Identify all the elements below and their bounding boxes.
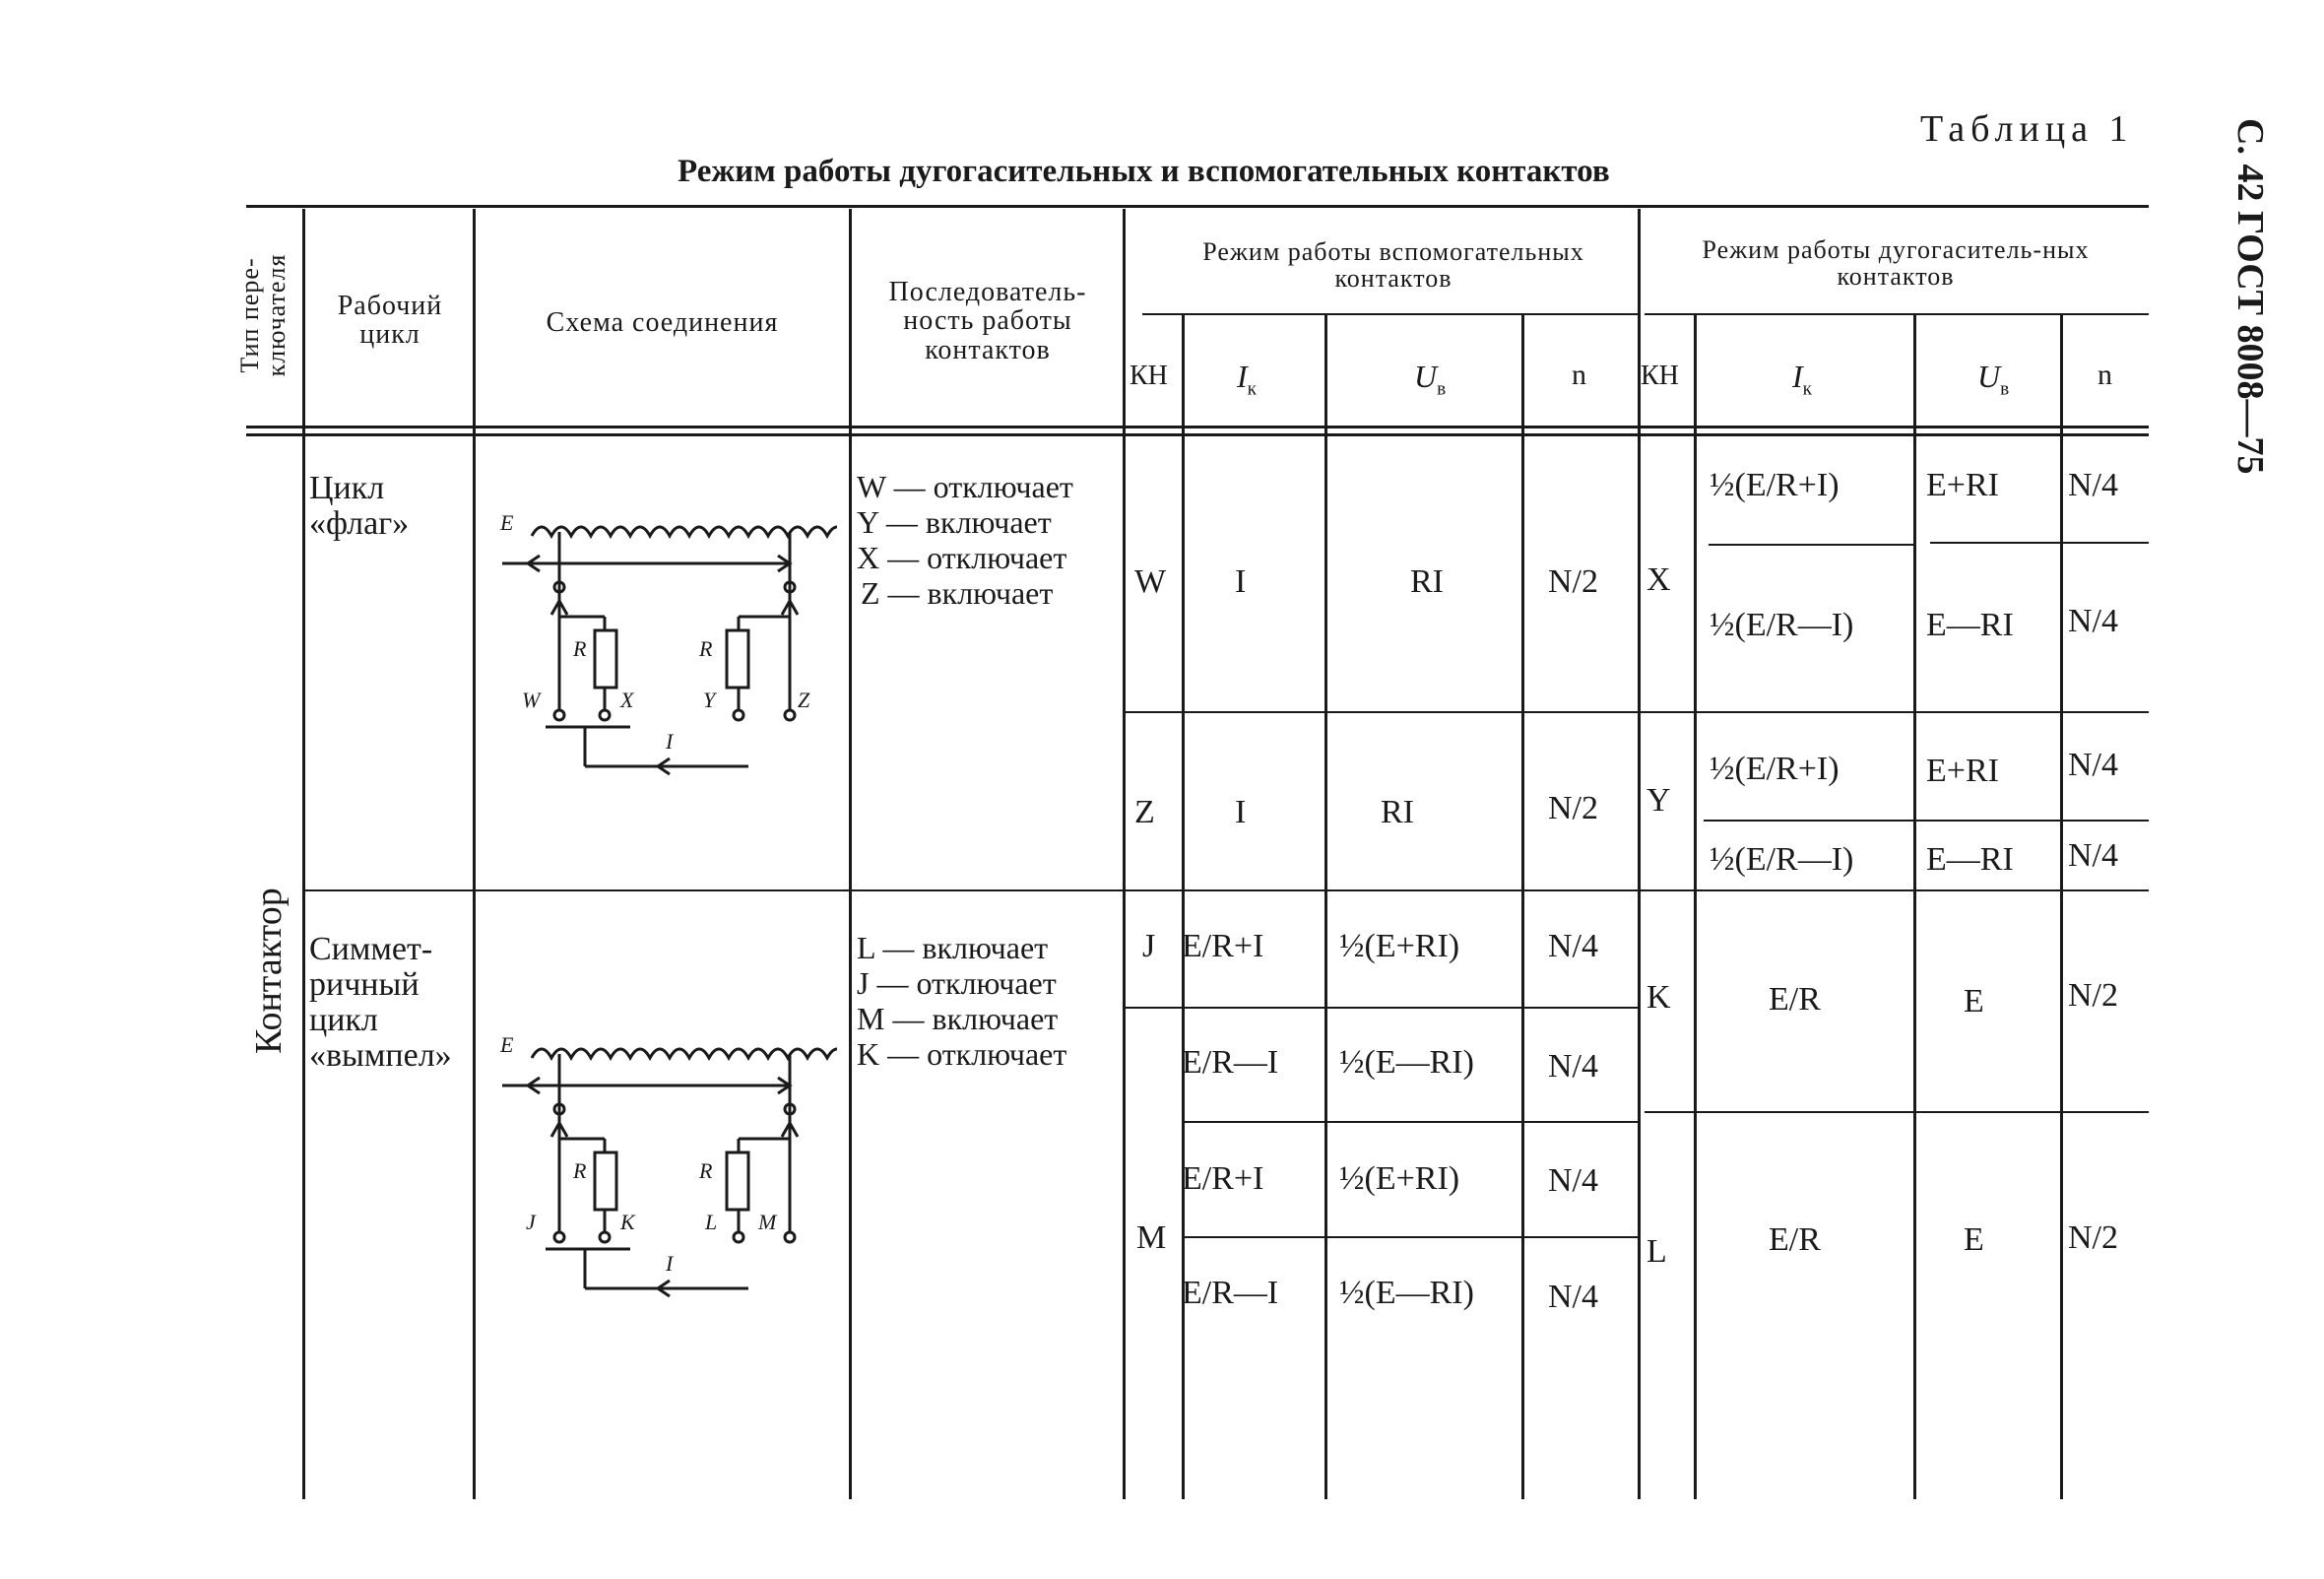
col-line [1638, 209, 1641, 1499]
aux-ik: E/R+I [1182, 1160, 1264, 1197]
col-line [1913, 315, 1916, 1499]
uv-symbol: U [1414, 359, 1438, 394]
scheme-label-contact: Y [703, 688, 716, 712]
aux-uv: ½(E+RI) [1339, 928, 1460, 964]
col-header-sequence: Последователь-ность работы контактов [888, 277, 1087, 365]
col-header-aux-uv [1414, 361, 1446, 399]
arc-kn: L [1646, 1233, 1667, 1270]
aux-kn: J [1142, 928, 1156, 964]
col-header-aux-group: Режим работы вспомогательных контактов [1202, 237, 1584, 294]
col-line [1324, 315, 1327, 1499]
col-line [473, 209, 476, 1499]
group-header-rule-arc [1645, 313, 2149, 315]
aux-kn: Z [1134, 794, 1155, 830]
arc-ik: ½(E/R—I) [1710, 607, 1854, 643]
header-bottom-rule-1 [246, 426, 2149, 428]
aux-kn: M [1136, 1219, 1167, 1256]
scheme-label-contact: W [522, 688, 541, 712]
aux-n: N/4 [1548, 1048, 1598, 1085]
aux-ik: I [1235, 563, 1247, 600]
aux-ik: E/R—I [1182, 1044, 1279, 1081]
scheme-label-contact: Z [798, 688, 810, 712]
aux-uv: ½(E+RI) [1339, 1160, 1460, 1197]
aux-uv: ½(E—RI) [1339, 1275, 1474, 1311]
uv-symbol: U [1977, 359, 2001, 394]
arc-uv: E—RI [1926, 841, 2014, 878]
row-divider [1126, 1007, 1638, 1009]
col-line [849, 209, 852, 1499]
aux-ik: I [1235, 794, 1247, 830]
sequence-item: K — отключает [857, 1036, 1067, 1072]
col-line [1694, 315, 1697, 1499]
sequence-item: Y — включает [857, 504, 1052, 540]
aux-kn: W [1134, 563, 1167, 600]
scheme-label-r: R [573, 1158, 587, 1183]
col-header-work-cycle: Рабочий цикл [337, 291, 443, 351]
ik-symbol: I [1237, 359, 1248, 394]
scheme-label-contact: M [758, 1210, 777, 1234]
col-line [302, 209, 305, 1499]
scheme-label-contact: K [620, 1210, 635, 1234]
row-divider [1704, 820, 2149, 822]
scheme-label-current: I [666, 729, 674, 754]
aux-n: N/4 [1548, 928, 1598, 964]
ik-subscript: к [1802, 378, 1812, 400]
connection-scheme-pennant [483, 1015, 837, 1310]
arc-n: N/2 [2068, 1219, 2118, 1256]
sequence-item: W — отключает [857, 469, 1073, 504]
col-line [1123, 209, 1126, 1499]
col-header-aux-ik [1237, 361, 1257, 399]
arc-uv: E—RI [1926, 607, 2014, 643]
arc-n: N/2 [2068, 977, 2118, 1014]
cycle-divider [305, 889, 2149, 891]
arc-uv: E [1964, 983, 1984, 1020]
table-top-rule [246, 205, 2149, 208]
scheme-label-e: E [500, 1032, 514, 1057]
table-title: Режим работы дугогасительных и вспомогательных контактов [678, 154, 1610, 189]
sequence-item: M — включает [857, 1001, 1059, 1036]
aux-n: N/2 [1548, 563, 1598, 600]
cycle-name: Цикл «флаг» [309, 470, 410, 542]
aux-ik: E/R—I [1182, 1275, 1279, 1311]
aux-uv: RI [1381, 794, 1414, 830]
col-header-arc-ik [1792, 361, 1812, 399]
arc-uv: E [1964, 1221, 1984, 1258]
col-line [1521, 315, 1524, 1499]
arc-kn: K [1646, 979, 1671, 1016]
col-line [2060, 315, 2063, 1499]
aux-n: N/2 [1548, 790, 1598, 826]
arc-ik: ½(E/R—I) [1710, 841, 1854, 878]
aux-uv: RI [1410, 563, 1444, 600]
sequence-item: J — отключает [857, 965, 1057, 1001]
row-divider [1182, 1121, 1638, 1123]
ik-subscript: к [1247, 378, 1257, 400]
arc-ik: ½(E/R+I) [1710, 751, 1840, 787]
arc-n: N/4 [2068, 603, 2118, 639]
aux-ik: E/R+I [1182, 928, 1264, 964]
row-divider [1709, 544, 1913, 546]
sequence-item: L — включает [857, 930, 1049, 965]
arc-n: N/4 [2068, 467, 2118, 503]
col-header-arc-n: n [2098, 359, 2112, 391]
arc-kn: X [1646, 561, 1671, 598]
arc-uv: E+RI [1926, 467, 1999, 503]
col-header-arc-uv [1977, 361, 2009, 399]
aux-n: N/4 [1548, 1279, 1598, 1315]
scheme-label-r: R [699, 1158, 713, 1183]
uv-subscript: в [2000, 378, 2010, 400]
col-header-aux-n: n [1572, 359, 1586, 391]
switch-type-value: Контактор [248, 888, 290, 1054]
arc-ik: ½(E/R+I) [1710, 467, 1840, 503]
arc-ik: E/R [1769, 981, 1821, 1018]
arc-n: N/4 [2068, 837, 2118, 874]
row-divider [1182, 1236, 1638, 1238]
uv-subscript: в [1437, 378, 1447, 400]
connection-scheme-flag [483, 493, 837, 788]
row-divider [1930, 542, 2149, 544]
arc-kn: Y [1646, 782, 1671, 819]
arc-n: N/4 [2068, 747, 2118, 783]
scheme-label-r: R [573, 636, 587, 661]
ik-symbol: I [1792, 359, 1803, 394]
aux-uv: ½(E—RI) [1339, 1044, 1474, 1081]
aux-n: N/4 [1548, 1162, 1598, 1199]
col-header-aux-kn: КН [1130, 361, 1168, 391]
col-header-arc-kn: КН [1641, 361, 1679, 391]
cycle-name: Симмет-ричный цикл «вымпел» [309, 931, 452, 1074]
col-header-arc-group: Режим работы дугогаситель-ных контактов [1702, 235, 2090, 292]
arc-uv: E+RI [1926, 753, 1999, 789]
col-header-scheme: Схема соединения [546, 307, 779, 338]
col-header-switch-type: Тип пере-ключателя [235, 253, 291, 377]
sequence-item: Z — включает [861, 575, 1054, 611]
scheme-label-e: E [500, 510, 514, 535]
table-label: Таблица 1 [1920, 108, 2134, 150]
side-label: С. 42 ГОСТ 8008—75 [2229, 118, 2271, 475]
arc-ik: E/R [1769, 1221, 1821, 1258]
row-divider [1645, 1111, 2149, 1113]
header-bottom-rule-2 [246, 433, 2149, 436]
sequence-item: X — отключает [857, 540, 1067, 575]
scheme-label-contact: X [620, 688, 634, 712]
scheme-label-r: R [699, 636, 713, 661]
group-header-rule-aux [1142, 313, 1641, 315]
scheme-label-contact: J [526, 1210, 536, 1234]
col-line [1182, 315, 1185, 1499]
scheme-label-current: I [666, 1251, 674, 1276]
scheme-label-contact: L [705, 1210, 718, 1234]
